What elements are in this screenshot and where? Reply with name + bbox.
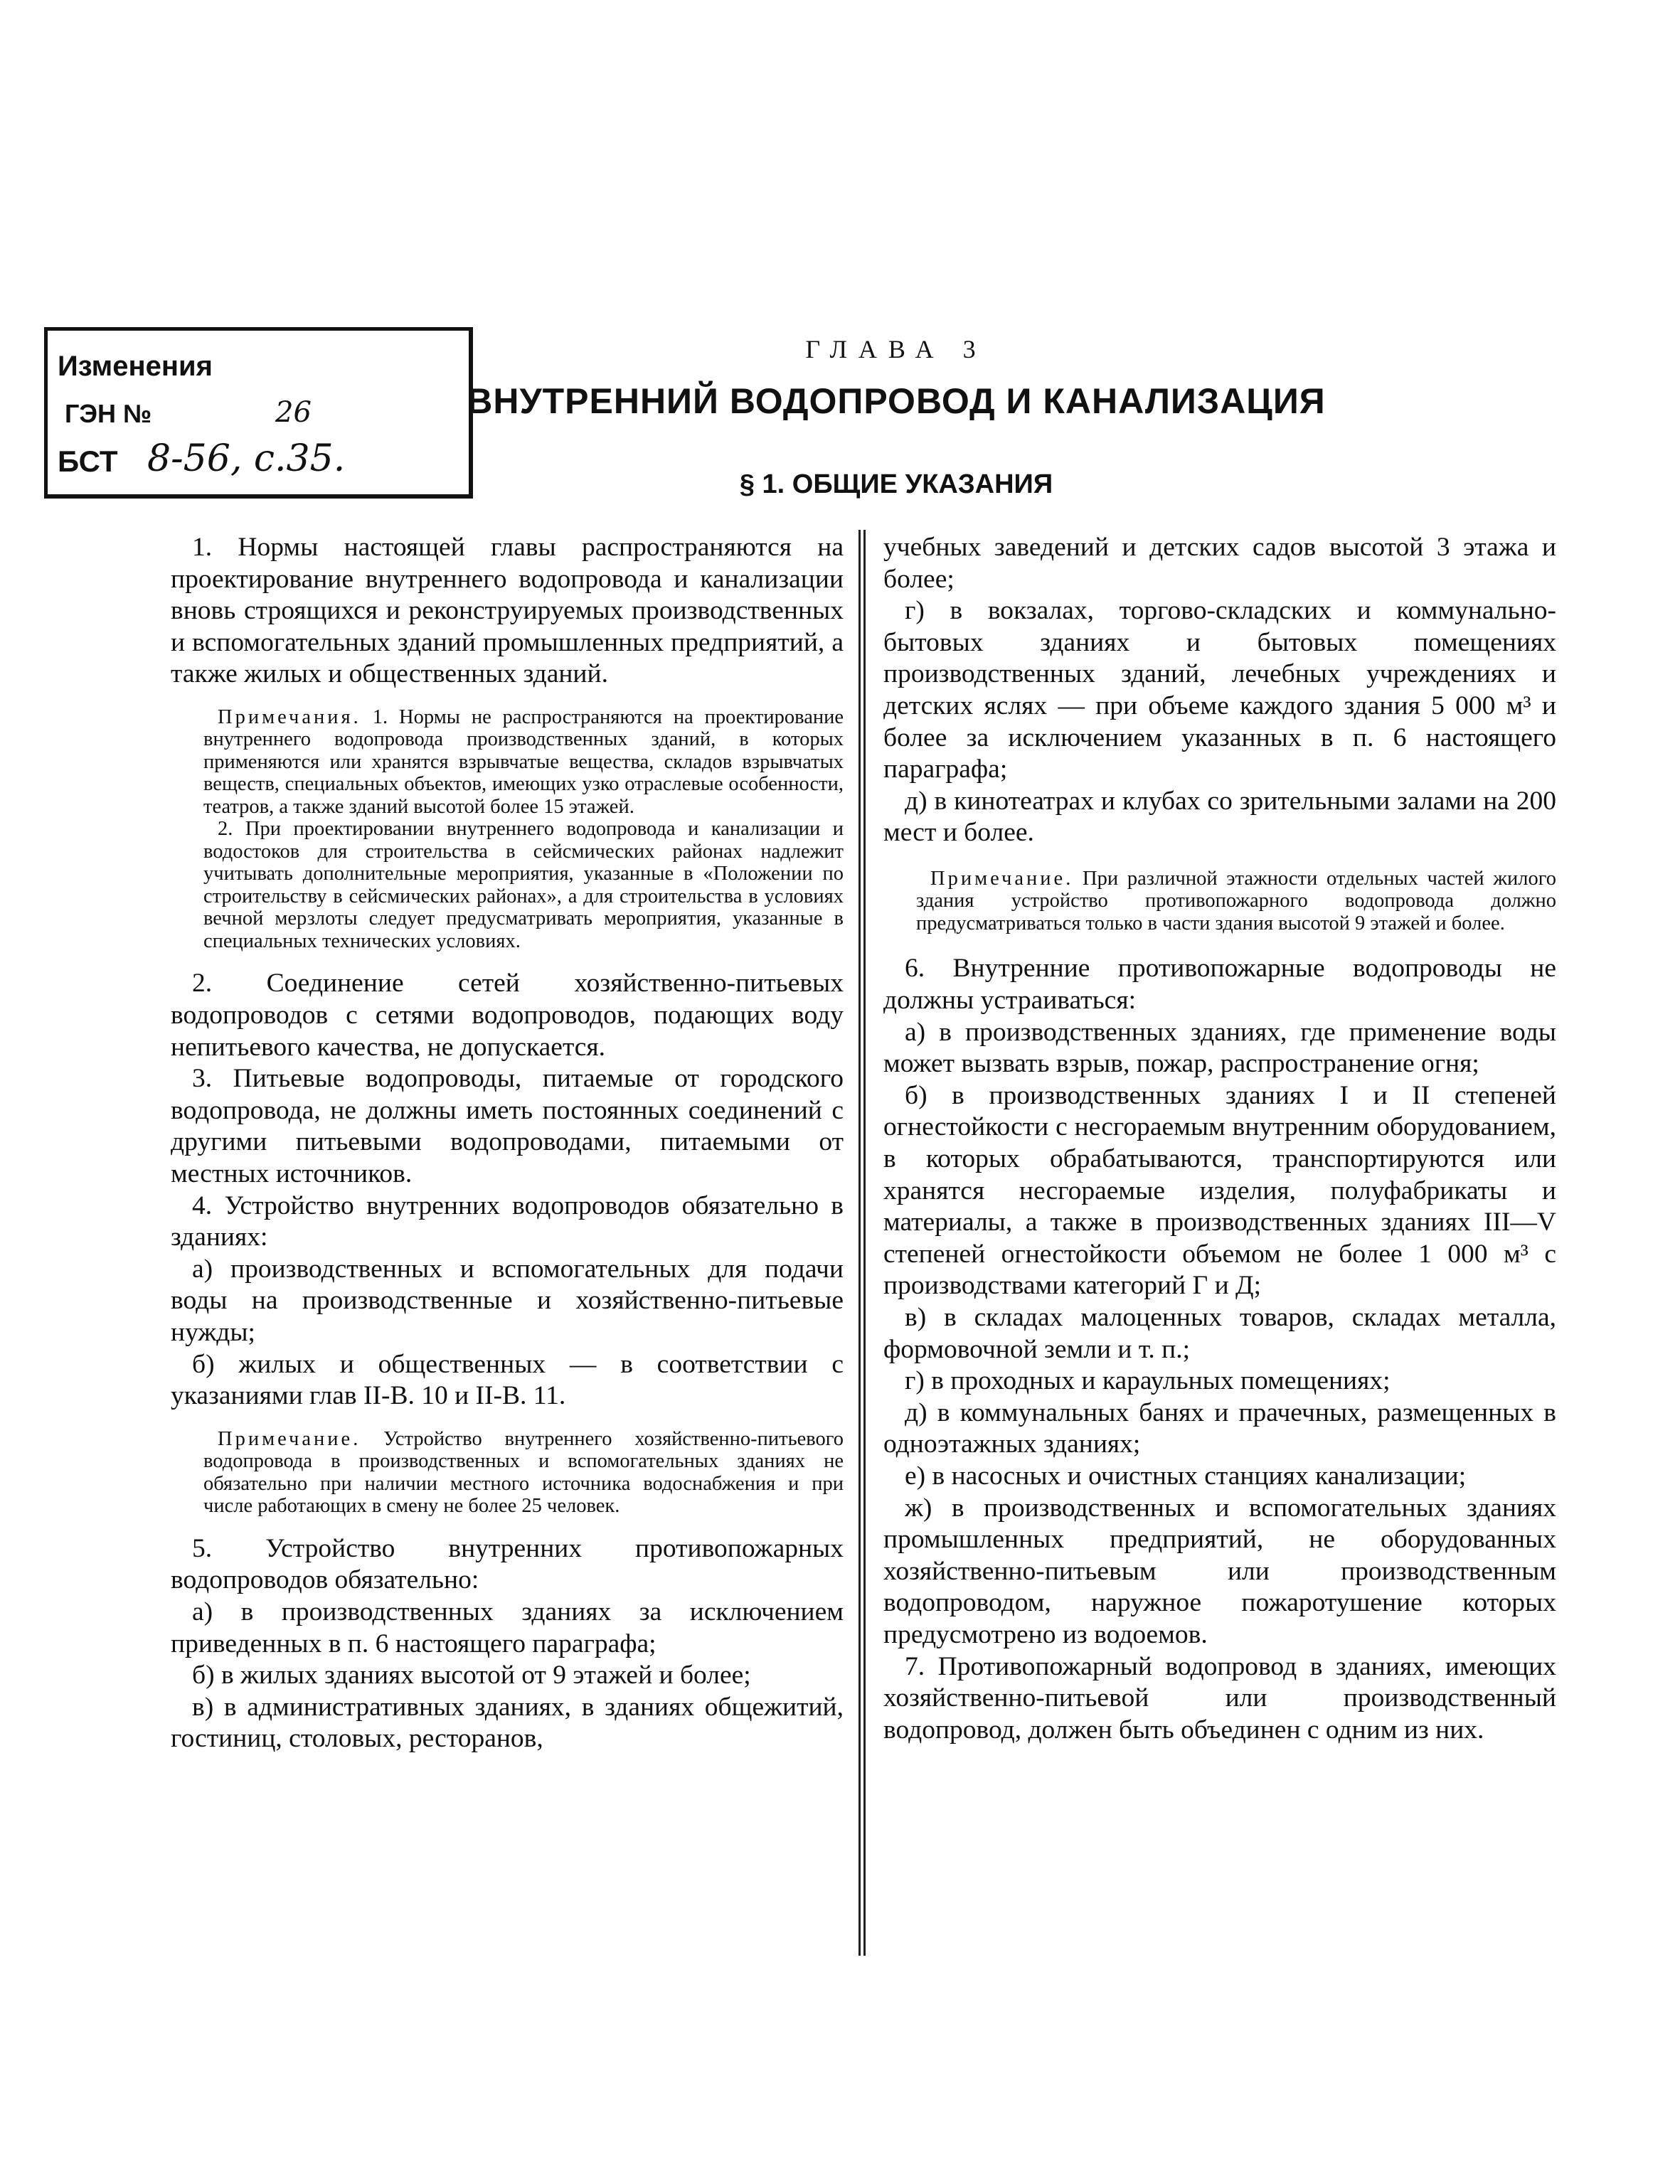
chapter-label: ГЛАВА 3: [805, 335, 987, 363]
paragraph-6-e: е) в насосных и очистных станциях канализации;: [905, 1461, 1467, 1491]
paragraph-6: 6. Внутренние противопожарные водопроводы не должны устраиваться:: [883, 954, 1556, 1016]
paragraph-5-d: д) в кинотеатрах и клубах со зрительными залами на 200 мест и более.: [883, 786, 1556, 848]
note-text: 1. Нормы не распространяются на проектирование внутреннего водопровода производственных зданий, в которых применяются или хранятся взрывчатые вещества, складов взрывчатых веществ, специальных объектов, имеющих узко отраслевые особенности, театров, а также зданий высотой более 15 этажей.: [203, 705, 844, 818]
paragraph-6-b: б) в производственных зданиях I и II степеней огнестойкости с несгораемым внутренним оборудованием, в которых обрабатываются, транспортируются или хранятся несгораемые изделия, полуфабрикаты и материалы, а также в производственных зданиях III—V степеней огнестойкости объемом не более 1 000 м³ с производствами категорий Г и Д;: [883, 1080, 1556, 1301]
paragraph-6-d: д) в коммунальных банях и прачечных, размещенных в одноэтажных зданиях;: [883, 1397, 1556, 1459]
stamp-bst-label: БСТ: [58, 444, 118, 478]
section-heading: § 1. ОБЩИЕ УКАЗАНИЯ: [739, 469, 1053, 499]
paragraph-2: 2. Соединение сетей хозяйственно-питьевых водопроводов с сетями водопроводов, подающих воду непитьевого качества, не допускается.: [171, 969, 844, 1062]
stamp-gen-label: ГЭН №: [65, 399, 152, 428]
paragraph-6-g: г) в проходных и караульных помещениях;: [905, 1366, 1391, 1396]
paragraph-3: 3. Питьевые водопроводы, питаемые от городского водопровода, не должны иметь постоянных соединений с другими питьевыми водопроводами, питаемыми от местных источников.: [171, 1064, 844, 1189]
note-1: [171, 706, 844, 819]
paragraph-1: 1. Нормы настоящей главы распространяются на проектирование внутреннего водопровода и канализации вновь строящихся и реконструируемых производственных и вспомогательных зданий промышленных предприятий, а также жилых и общественных зданий.: [171, 533, 844, 689]
paragraph-5: 5. Устройство внутренних противопожарных водопроводов обязательно:: [171, 1533, 844, 1595]
chapter-title: ВНУТРЕННИЙ ВОДОПРОВОД И КАНАЛИЗАЦИЯ: [467, 381, 1326, 421]
paragraph-4: 4. Устройство внутренних водопроводов обязательно в зданиях:: [171, 1190, 844, 1252]
paragraph-7: 7. Противопожарный водопровод в зданиях, имеющих хозяйственно-питьевой или производственный водопровод, должен быть объединен с одним из них.: [883, 1651, 1556, 1744]
note-3: [883, 868, 1556, 935]
note-text: Устройство внутреннего хозяйственно-питьевого водопровода в производственных и вспомогательных зданиях не обязательно при наличии местного источника водоснабжения и при числе работающих в смену не более 25 человек.: [203, 1427, 844, 1518]
note-label: Примечание.: [930, 867, 1074, 890]
paragraph-5-b: б) в жилых зданиях высотой от 9 этажей и более;: [192, 1661, 751, 1690]
note-label: Примечание.: [218, 1427, 361, 1450]
paragraph-5-v: в) в административных зданиях, в зданиях общежитий, гостиниц, столовых, ресторанов,: [171, 1692, 844, 1754]
stamp-title: Изменения: [58, 351, 213, 382]
paragraph-5-a: а) в производственных зданиях за исключением приведенных в п. 6 настоящего параграфа;: [171, 1597, 844, 1658]
paragraph-6-a: а) в производственных зданиях, где применение воды может вызвать взрыв, пожар, распространение огня;: [883, 1017, 1556, 1079]
note-label: Примечания.: [218, 705, 361, 728]
note-2: [171, 1428, 844, 1518]
left-column: [171, 532, 844, 1755]
paragraph-4-b: б) жилых и общественных — в соответствии с указаниями глав II-В. 10 и II-В. 11.: [171, 1349, 844, 1411]
paragraph-5-v-continued: учебных заведений и детских садов высотой 3 этажа и более;: [883, 533, 1556, 594]
stamp-gen-number: 26: [275, 396, 312, 429]
column-divider: [858, 530, 866, 1956]
paragraph-6-zh: ж) в производственных и вспомогательных зданиях промышленных предприятий, не оборудованных хозяйственно-питьевым или производственным водопроводом, наружное пожаротушение которых предусмотрено из водоемов.: [883, 1493, 1556, 1649]
paragraph-4-a: а) производственных и вспомогательных для подачи воды на производственные и хозяйственно-питьевые нужды;: [171, 1254, 844, 1347]
stamp-bst-ref: 8-56, с.35.: [147, 437, 346, 480]
paragraph-5-g: г) в вокзалах, торгово-складских и коммунально-бытовых зданиях и бытовых помещениях производственных зданий, лечебных учреждениях и детских яслях — при объеме каждого здания 5 000 м³ и более за исключением указанных в п. 6 настоящего параграфа;: [883, 596, 1556, 784]
right-column: [883, 532, 1556, 1746]
note-text: При различной этажности отдельных частей жилого здания устройство противопожарного водопровода должно предусматриваться только в части здания высотой 9 этажей и более.: [916, 867, 1556, 934]
note-1-item-2: 2. При проектировании внутреннего водопровода и канализации и водостоков для строительства в сейсмических районах надлежит учитывать дополнительные мероприятия, указанные в «Положении по строительству в сейсмических районах», а для строительства в условиях вечной мерзлоты следует предусматривать мероприятия, указанные в специальных технических условиях.: [203, 818, 844, 952]
paragraph-6-v: в) в складах малоценных товаров, складах металла, формовочной земли и т. п.;: [883, 1302, 1556, 1364]
